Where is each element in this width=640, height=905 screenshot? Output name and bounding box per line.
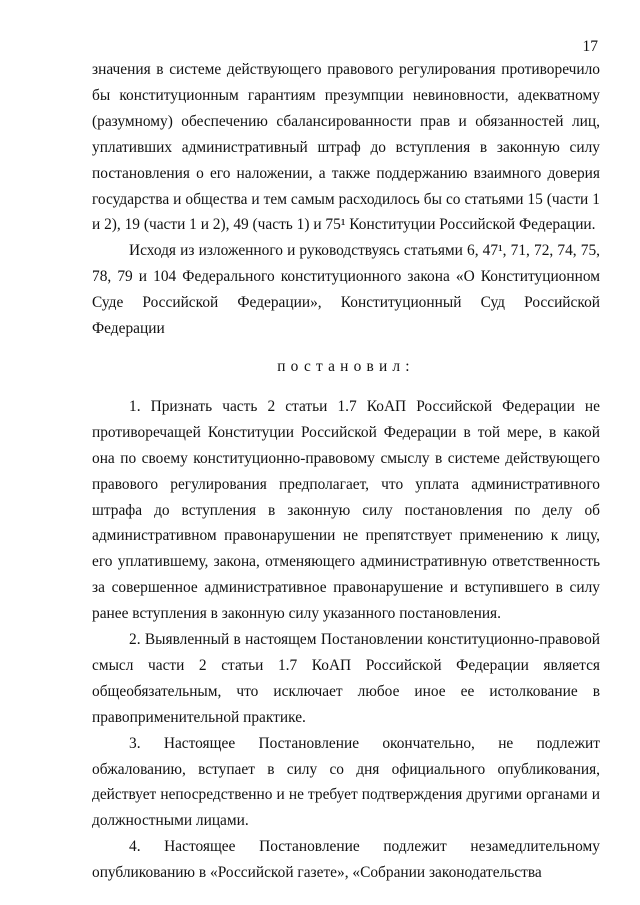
decision-item-2: 2. Выявленный в настоящем Постановлении конституционно-правовой смысл части 2 статьи 1.7 КоАП Российской Федерации является общеобязательным, что исключает любое иное ее истолкование в правоприменительной практике. (92, 631, 600, 726)
page-number: 17 (582, 38, 598, 55)
paragraph-preamble: Исходя из изложенного и руководствуясь статьями 6, 47¹, 71, 72, 74, 75, 78, 79 и 104 Федерального конституционного закона «О Конституционном Суде Российской Федерации», Конституционный Суд Российской Федерации (92, 242, 600, 338)
decision-item-3: 3. Настоящее Постановление окончательно, не подлежит обжалованию, вступает в силу со дня официального опубликования, действует непосредственно и не требует подтверждения другими органами и должностными лицами. (92, 734, 600, 830)
decision-item-1: 1. Признать часть 2 статьи 1.7 КоАП Российской Федерации не противоречащей Конституции Российской Федерации в той мере, в какой она по своему конституционно-правовому смыслу в системе действующего правового регулирования предполагает, что уплата административного штрафа до вступления в законную силу постановления по делу об административном правонарушении не препятствует применению к лицу, его уплатившему, закона, отменяющего административную ответственность за совершенное административное правонарушение и вступившего в силу ранее вступления в законную силу указанного постановления. (92, 397, 600, 623)
decision-item-4: 4. Настоящее Постановление подлежит незамедлительному опубликованию в «Российской газете», «Собрании законодательства (92, 838, 600, 882)
paragraph-continuation: значения в системе действующего правового регулирования противоречило бы конституционным гарантиям презумпции невиновности, адекватному (разумному) обеспечению сбалансированности прав и обязанностей лиц, уплативших административный штраф до вступления в законную силу постановления о его наложении, а также поддержанию взаимного доверия государства и общества и тем самым расходилось бы со статьями 15 (части 1 и 2), 19 (части 1 и 2), 49 (часть 1) и 75¹ Конституции Российской Федерации. (92, 61, 600, 234)
resolution-heading: постановил: (277, 357, 415, 375)
document-body (92, 57, 600, 886)
